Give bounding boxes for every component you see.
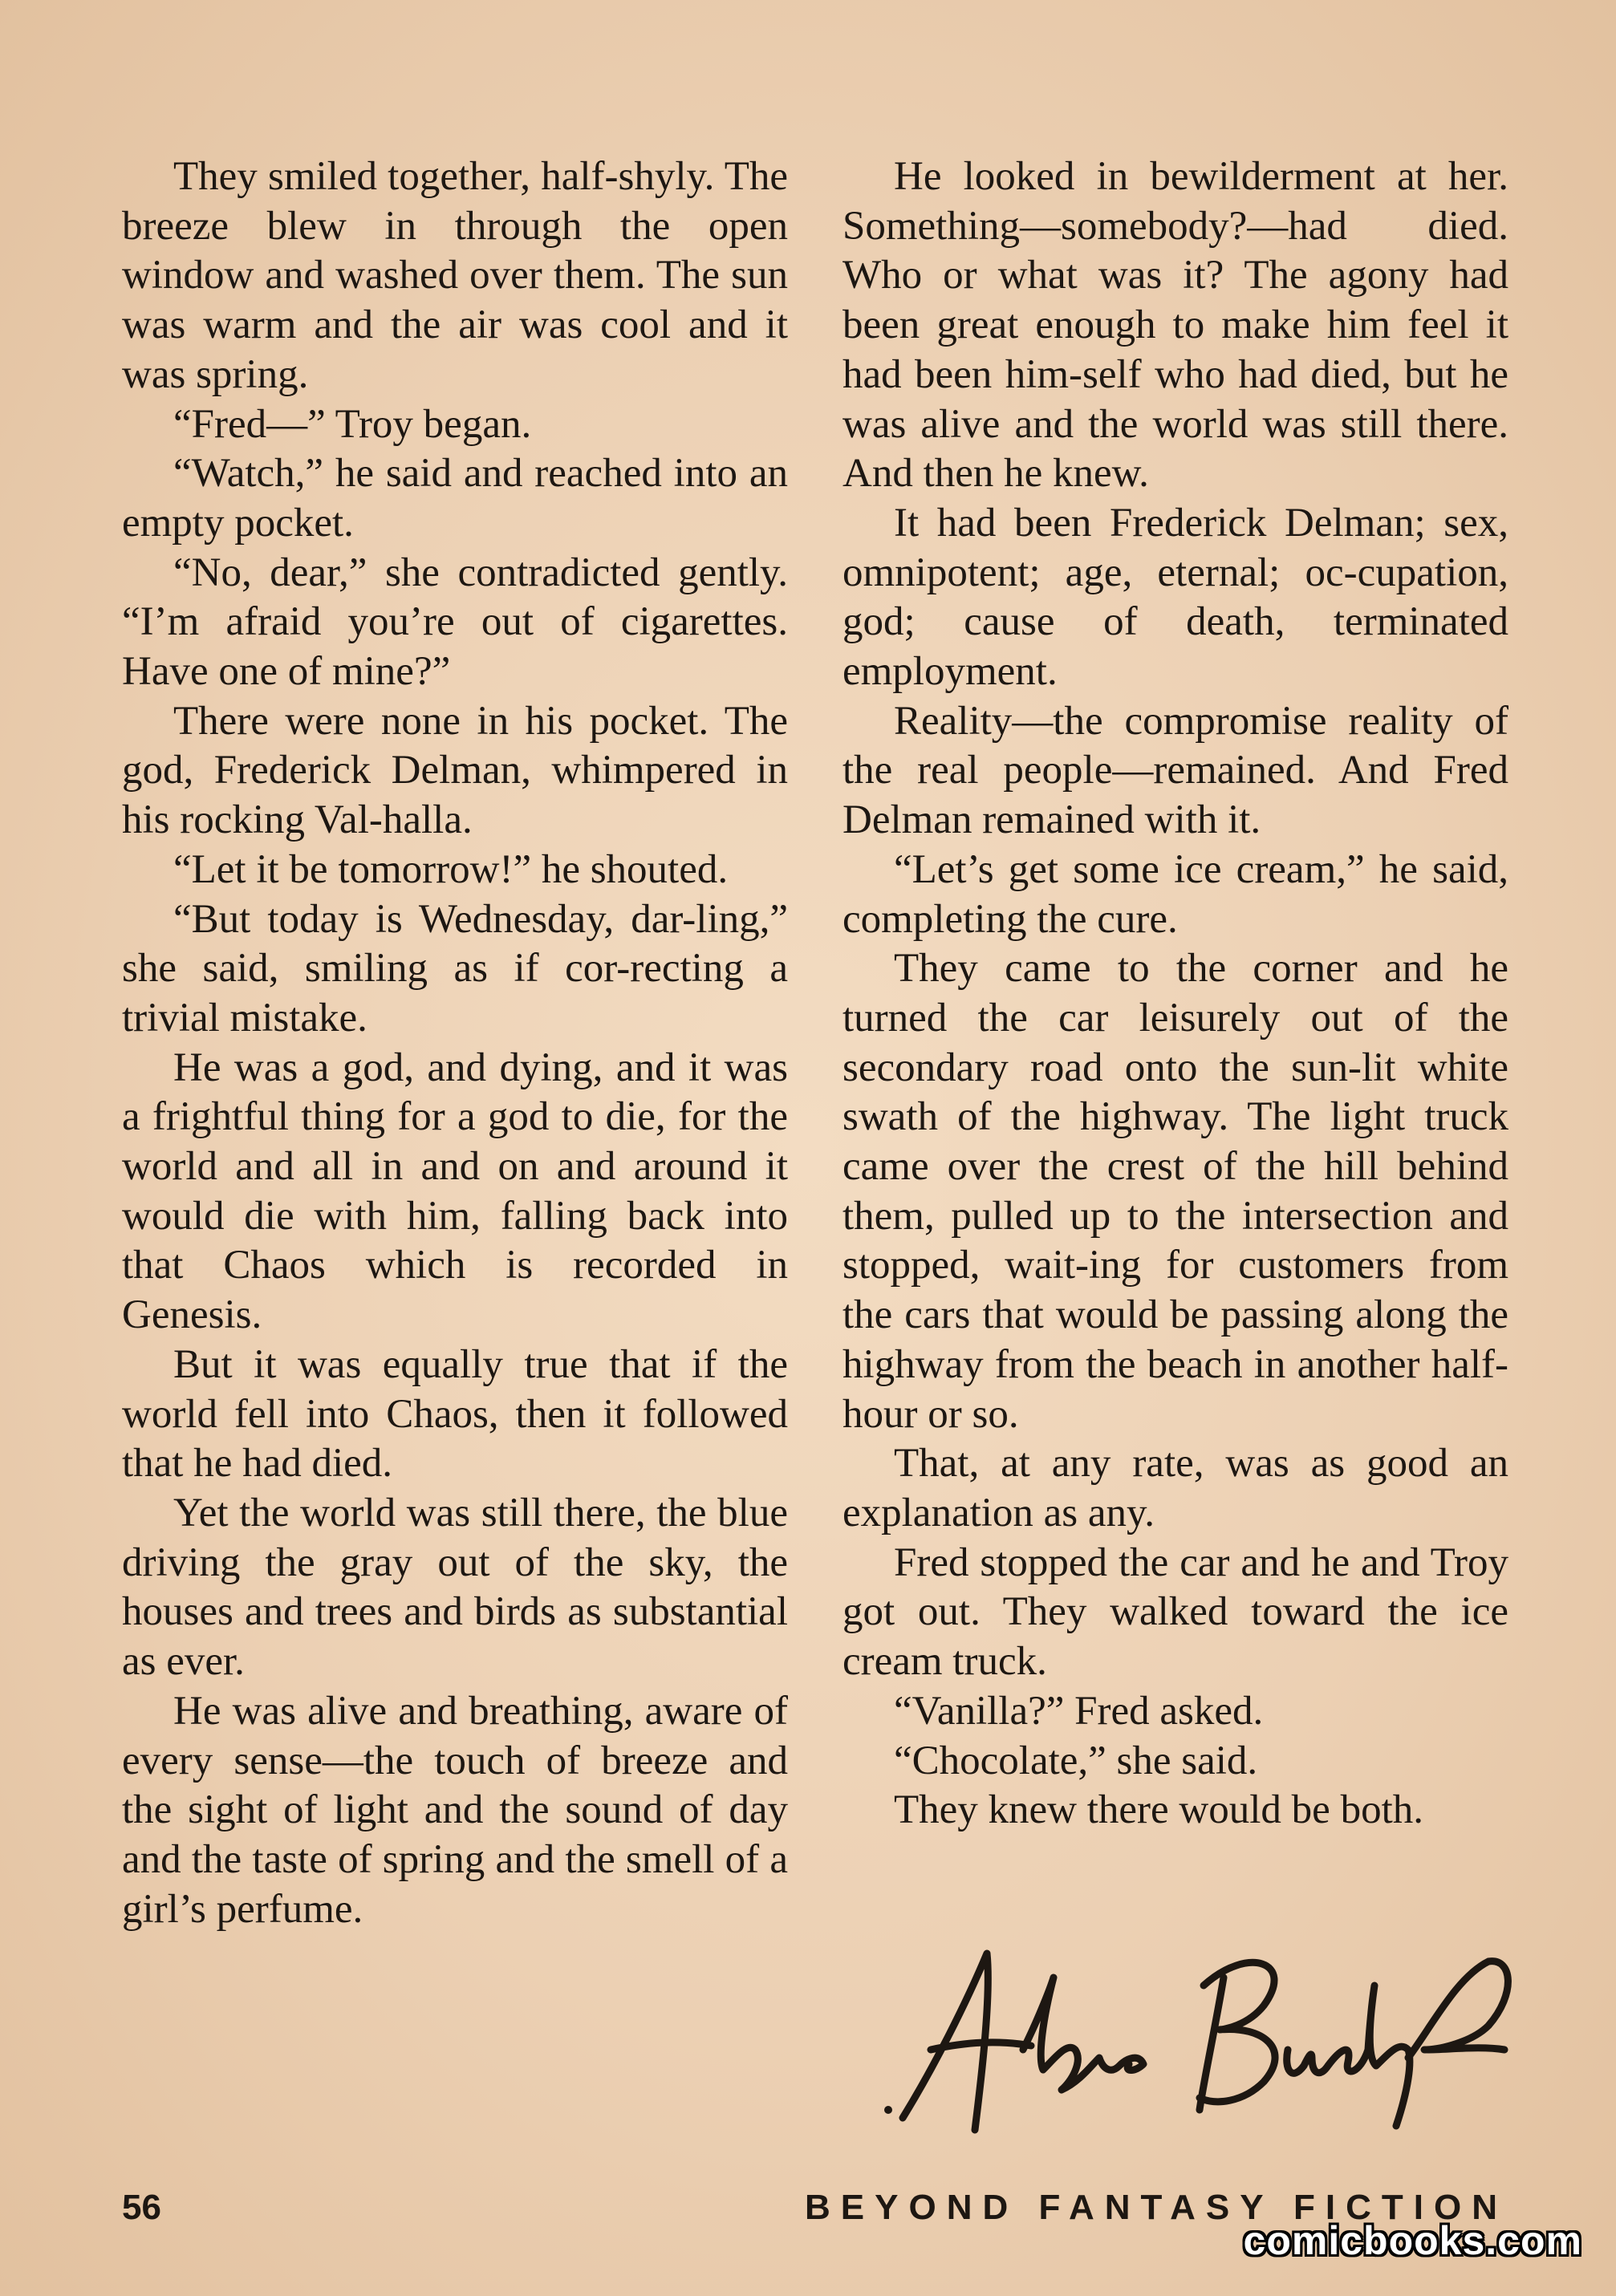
signature-stroke — [1408, 1961, 1508, 2058]
paragraph: They came to the corner and he turned the car leisurely out of the secondary road onto the sun-lit white swath of the highway. The light truck came over the crest of the hill behind them, pulled up to the intersection and stopped, wait-ing for customers from the cars that would be passing along the highway from the beach in another half-hour or so. — [843, 946, 1508, 1437]
signature-stroke — [1023, 1978, 1143, 2090]
paragraph: Reality—the compromise reality of the real people—remained. And Fred Delman remained with it. — [843, 698, 1508, 843]
author-signature — [879, 1929, 1521, 2146]
watermark: comicbooks.com — [1243, 2218, 1582, 2263]
paragraph: “Fred—” Troy began. — [173, 401, 532, 447]
paragraph: “Let’s get some ice cream,” he said, completing the cure. — [843, 846, 1508, 942]
paragraph: That, at any rate, was as good an explanation as any. — [843, 1441, 1508, 1535]
paragraph: It had been Frederick Delman; sex, omnipotent; age, eternal; oc-cupation, god; cause of death, terminated employment. — [843, 500, 1508, 695]
paragraph: “Watch,” he said and reached into an empty pocket. — [122, 451, 788, 546]
paragraph: “Vanilla?” Fred asked. — [894, 1688, 1264, 1734]
paragraph: He was alive and breathing, aware of every sense—the touch of breeze and the sight of light and the sound of day and the taste of spring and the smell of a girl’s perfume. — [122, 1688, 788, 1932]
paragraph: They smiled together, half-shyly. The breeze blew in through the open window and washed over them. The sun was warm and the air was cool and it was spring. — [122, 154, 788, 397]
paragraph: But it was equally true that if the world fell into Chaos, then it followed that he had died. — [122, 1341, 788, 1487]
magazine-title: BEYOND FANTASY FICTION — [805, 2188, 1508, 2227]
left-text-column — [122, 152, 788, 1934]
paragraph: “No, dear,” she contradicted gently. “I’m afraid you’re out of cigarettes. Have one of mine?” — [122, 550, 788, 695]
paragraph: “Chocolate,” she said. — [894, 1738, 1258, 1783]
paragraph: He looked in bewilderment at her. Something—somebody?—had died. Who or what was it? The agony had been great enough to make him feel it had been him-self who had died, but he was alive and the world was still there. And then he knew. — [843, 154, 1508, 497]
paragraph: There were none in his pocket. The god, Frederick Delman, whimpered in his rocking Val-halla. — [122, 698, 788, 843]
signature-stroke — [1287, 1986, 1410, 2126]
page-number: 56 — [122, 2188, 161, 2227]
paragraph: Fred stopped the car and he and Troy got out. They walked toward the ice cream truck. — [843, 1539, 1508, 1685]
signature-stroke — [1200, 1978, 1224, 2110]
right-text-column — [843, 152, 1508, 1836]
paragraph: “Let it be tomorrow!” he shouted. — [173, 846, 729, 892]
paragraph: They knew there would be both. — [894, 1787, 1423, 1833]
paragraph: He was a god, and dying, and it was a frightful thing for a god to die, for the world and all in and on and around it would die with him, falling back into that Chaos which is recorded in Genesis. — [122, 1045, 788, 1338]
paragraph: “But today is Wednesday, dar-ling,” she said, smiling as if cor-recting a trivial mistake. — [122, 896, 788, 1041]
signature-dot — [884, 2106, 892, 2114]
paragraph: Yet the world was still there, the blue driving the gray out of the sky, the houses and trees and birds as substantial as ever. — [122, 1490, 788, 1685]
